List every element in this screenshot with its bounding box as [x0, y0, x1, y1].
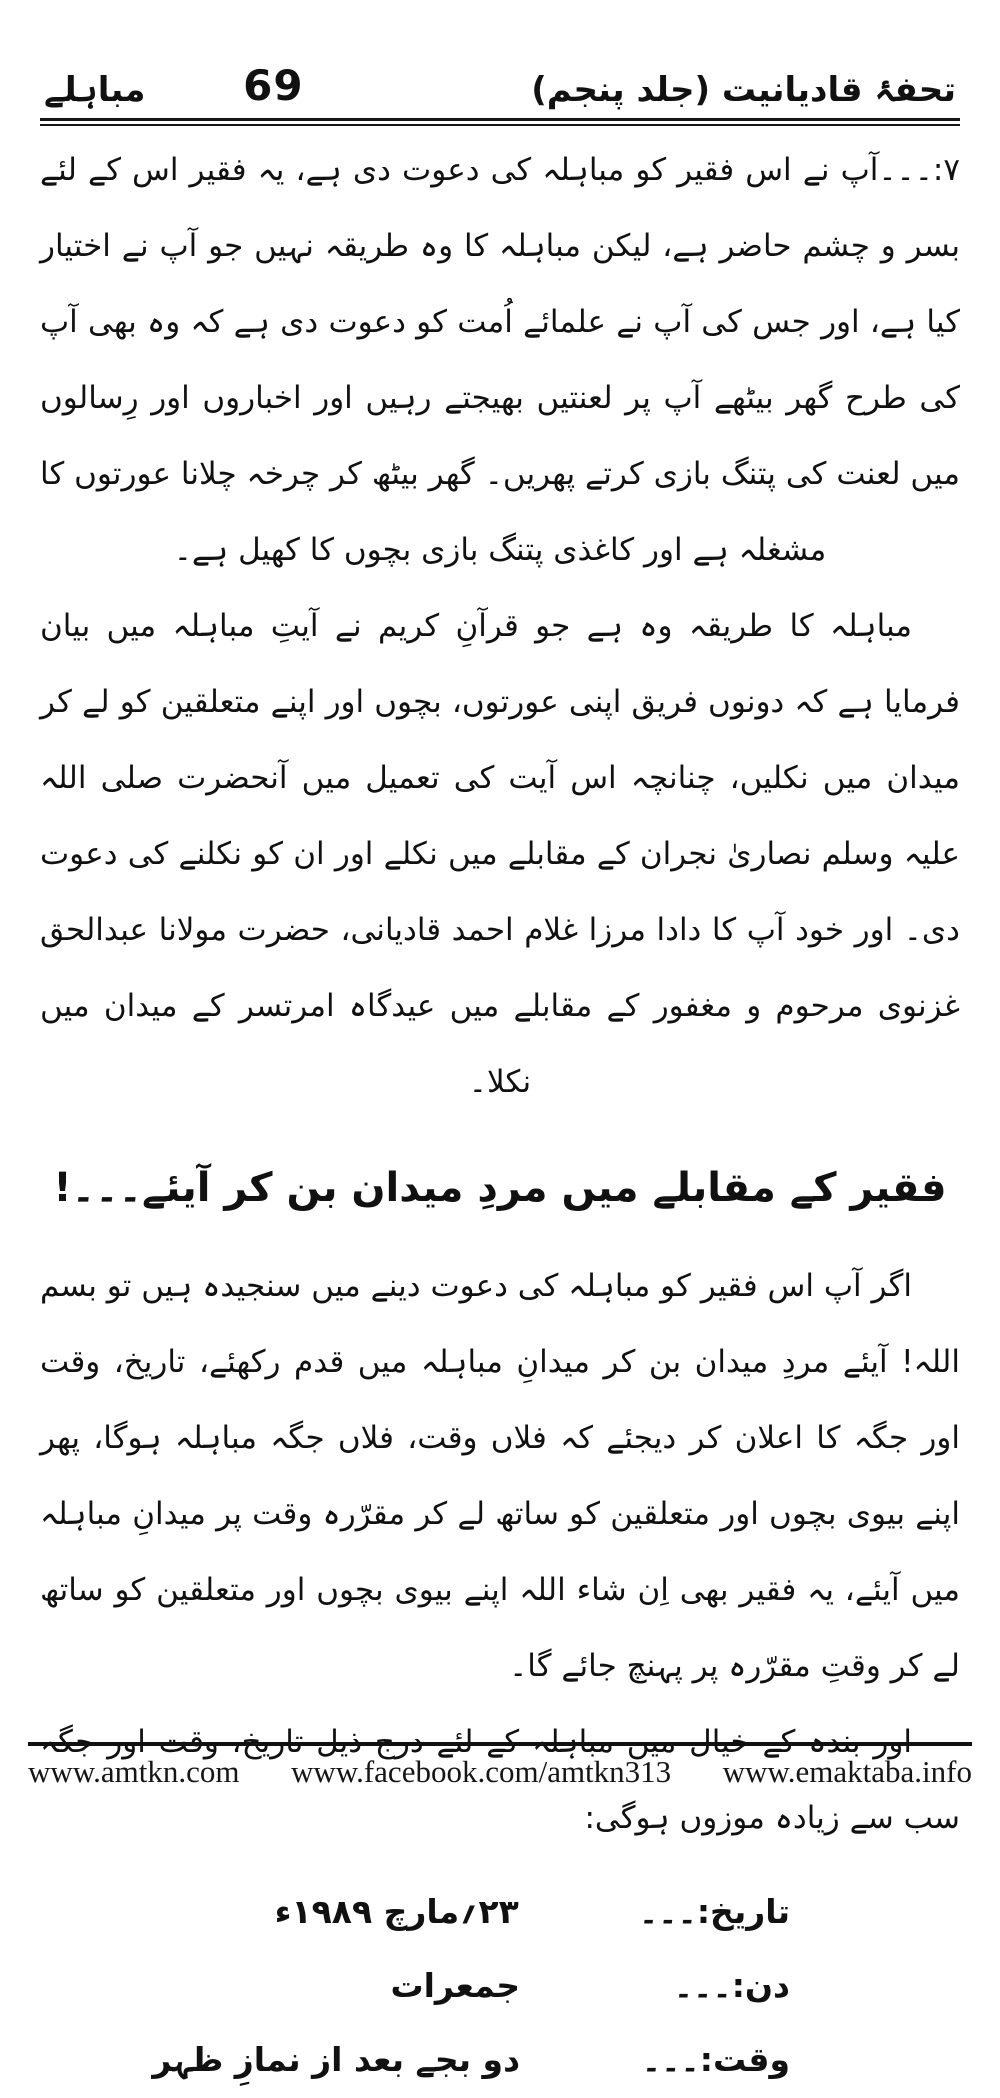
- mubahila-schedule: [40, 1874, 960, 2096]
- time-label: وقت:۔۔۔: [641, 2040, 790, 2079]
- date-value: ۲۳؍مارچ ۱۹۸۹ء: [274, 1892, 519, 1931]
- footer-links: [0, 1746, 1000, 1790]
- page-header: [40, 38, 960, 110]
- paragraph-mubahila-method: مباہلہ کا طریقہ وہ ہے جو قرآنِ کریم نے آیتِ مباہلہ میں بیان فرمایا ہے کہ دونوں فریق اپنی عورتوں، بچوں اور اپنے متعلقین کو لے کر میدان میں نکلیں، چنانچہ اس آیت کی تعمیل میں آنحضرت صلی اللہ علیہ وسلم نصاریٰ نجران کے مقابلے میں نکلے اور ان کو نکلنے کی دعوت دی۔ اور خود آپ کا دادا مرزا غلام احمد قادیانی، حضرت مولانا عبدالحق غزنوی مرحوم و مغفور کے مقابلے میں عیدگاہ امرتسر کے میدان میں نکلا۔: [40, 608, 960, 1100]
- facebook-url: www.facebook.com/amtkn313: [290, 1754, 672, 1789]
- section-title: مباہلے: [44, 70, 146, 110]
- paragraph-invitation: اگر آپ اس فقیر کو مباہلہ کی دعوت دینے میں سنجیدہ ہیں تو بسم اللہ! آیئے مردِ میدان بن کر میدانِ مباہلہ میں قدم رکھئے، تاریخ، وقت اور جگہ کا اعلان کر دیجئے کہ فلاں وقت، فلاں جگہ مباہلہ ہوگا، پھر اپنے بیوی بچوں اور متعلقین کو ساتھ لے کر مقرّرہ وقت پر میدانِ مباہلہ میں آیئے، یہ فقیر بھی اِن شاء اللہ اپنے بیوی بچوں اور متعلقین کو ساتھ لے کر وقتِ مقرّرہ پر پہنچ جائے گا۔: [40, 1268, 960, 1684]
- page-footer: [0, 1742, 1000, 1850]
- website-url-emaktaba: www.emaktaba.info: [722, 1754, 972, 1789]
- date-label: تاریخ:۔۔۔: [638, 1892, 790, 1931]
- schedule-row-day: [40, 1948, 790, 2022]
- time-value: دو بجے بعد از نمازِ ظہر: [152, 2040, 520, 2079]
- paragraph-proposal: اور بندہ کے خیال میں مباہلہ کے لئے درج ذیل تاریخ، وقت اور جگہ سب سے زیادہ موزوں ہوگی:: [40, 1724, 960, 1836]
- book-title: تحفۂ قادیانیت (جلد پنجم): [531, 70, 956, 110]
- header-divider: [40, 118, 960, 126]
- website-url-amtkn: www.amtkn.com: [28, 1754, 240, 1789]
- paragraph-item-7: ۷:۔۔۔آپ نے اس فقیر کو مباہلہ کی دعوت دی ہے، یہ فقیر اس کے لئے بسر و چشم حاضر ہے، لیکن مباہلہ کا وہ طریقہ نہیں جو آپ نے اختیار کیا ہے، اور جس کی آپ نے علمائے اُمت کو دعوت دی ہے کہ وہ بھی آپ کی طرح گھر بیٹھے آپ پر لعنتیں بھیجتے رہیں اور اخباروں اور رِسالوں میں لعنت کی پتنگ بازی کرتے پھریں۔ گھر بیٹھ کر چرخہ چلانا عورتوں کا مشغلہ ہے اور کاغذی پتنگ بازی بچوں کا کھیل ہے۔: [40, 152, 960, 568]
- day-value: جمعرات: [390, 1966, 520, 2005]
- schedule-row-date: [40, 1874, 790, 1948]
- schedule-row-time: [40, 2022, 790, 2096]
- day-label: دن:۔۔۔: [673, 1966, 790, 2005]
- section-heading-challenge: فقیر کے مقابلے میں مردِ میدان بن کر آیئے۔۔۔!: [53, 1165, 947, 1211]
- page-number: 69: [243, 61, 304, 110]
